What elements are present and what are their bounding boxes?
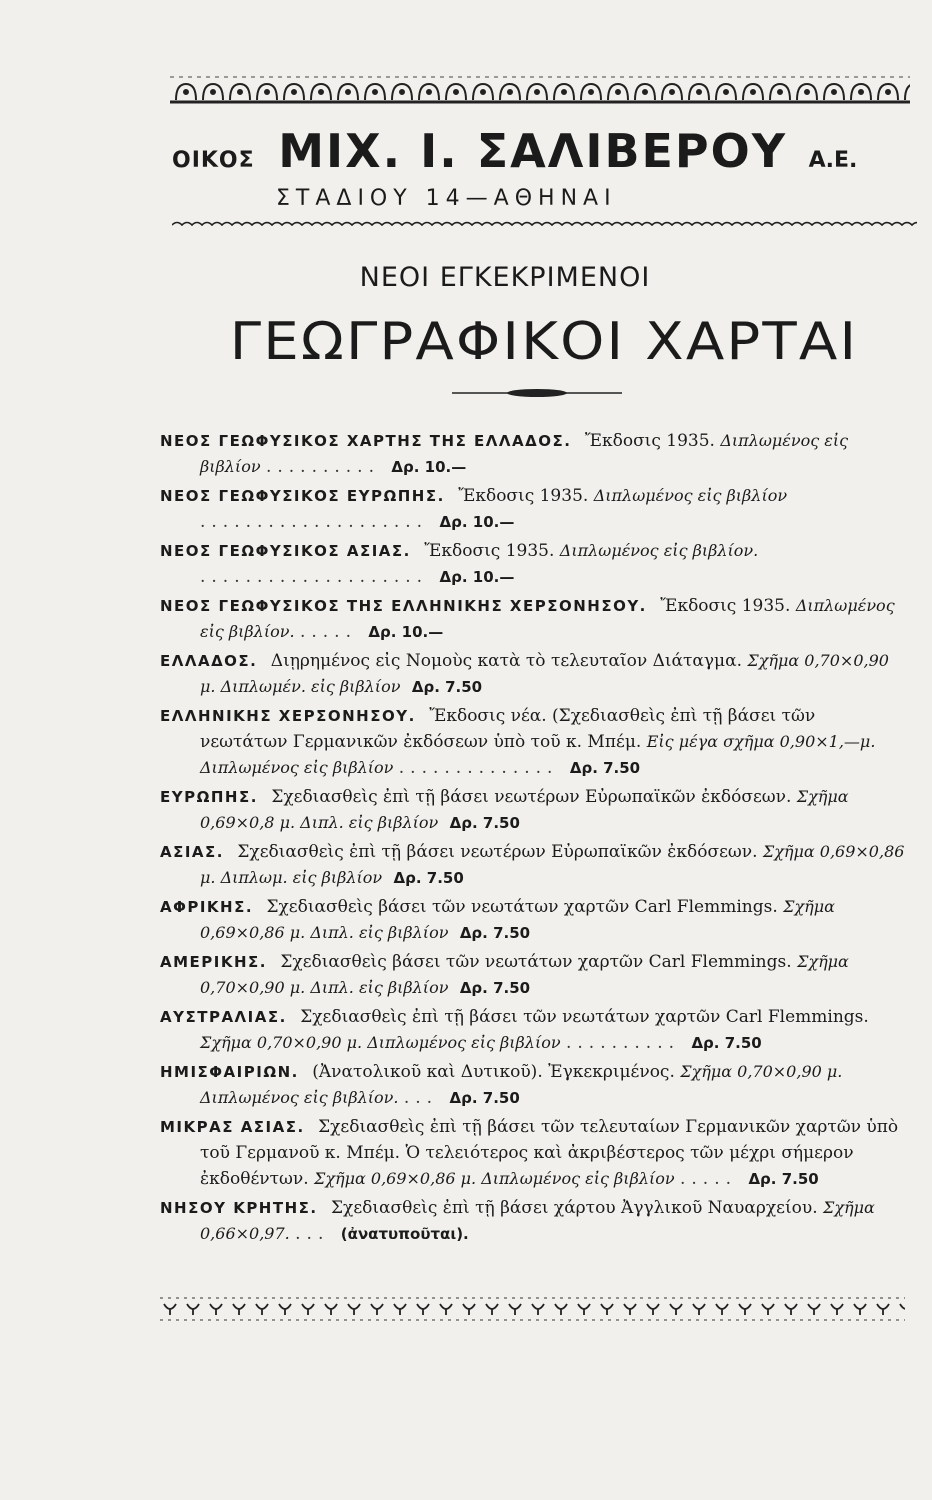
border-motif: [785, 1304, 797, 1315]
entry-description: Ἔκδοσις 1935.: [424, 541, 555, 561]
entry-price: (ἀνατυποῦται).: [340, 1225, 469, 1243]
border-dot: [400, 90, 404, 94]
map-entry: [160, 949, 908, 1001]
border-motif: [348, 1304, 360, 1315]
border-motif: [601, 1304, 613, 1315]
entry-format: Σχῆμα 0,70×0,90 μ. Διπλωμένος εἰς βιβλίον: [200, 1033, 561, 1052]
map-entry: [160, 1004, 908, 1056]
border-motif: [509, 1304, 521, 1315]
border-dot: [751, 90, 755, 94]
border-motif: [900, 1304, 905, 1315]
map-entry: [160, 784, 908, 836]
border-dot: [211, 90, 215, 94]
border-dot: [805, 90, 809, 94]
entry-leader-dots: ..............: [398, 758, 559, 778]
border-dot: [265, 90, 269, 94]
entry-price: Δρ. 7.50: [459, 979, 531, 997]
top-ornamental-border: [170, 72, 910, 106]
entry-description: Σχεδιασθεὶς ἐπὶ τῇ βάσει χάρτου Ἀγγλικοῦ Ναυαρχείου.: [331, 1198, 818, 1218]
border-motif: [670, 1304, 682, 1315]
map-entry: [160, 428, 908, 480]
map-entry: [160, 483, 908, 535]
entry-description: Διῃρημένος εἰς Νομοὺς κατὰ τὸ τελευταῖον Διάταγμα.: [270, 651, 742, 671]
border-motif: [808, 1304, 820, 1315]
border-dot: [643, 90, 647, 94]
entry-price: Δρ. 10.—: [368, 623, 444, 641]
entry-leader-dots: ....................: [200, 512, 429, 532]
map-entry: [160, 1059, 908, 1111]
entry-price: Δρ. 10.—: [439, 513, 515, 531]
entry-heading: ΝΕΟΣ ΓΕΩΦΥΣΙΚΟΣ ΑΣΙΑΣ.: [160, 542, 411, 560]
entry-leader-dots: .....: [680, 1169, 738, 1189]
entry-leader-dots: ..........: [265, 457, 380, 477]
border-motif: [325, 1304, 337, 1315]
border-motif: [463, 1304, 475, 1315]
entry-leader-dots: .....: [299, 622, 357, 642]
border-motif: [854, 1304, 866, 1315]
entry-description: Σχεδιασθεὶς ἐπὶ τῇ βάσει νεωτέρων Εὐρωπαϊκῶν ἐκδόσεων.: [271, 787, 792, 807]
border-motif: [532, 1304, 544, 1315]
border-dot: [886, 90, 890, 94]
border-motif: [716, 1304, 728, 1315]
entry-heading: ΝΕΟΣ ΓΕΩΦΥΣΙΚΟΣ ΤΗΣ ΕΛΛΗΝΙΚΗΣ ΧΕΡΣΟΝΗΣΟΥ.: [160, 597, 647, 615]
border-motif: [693, 1304, 705, 1315]
entry-format: Σχῆμα 0,69×0,8 μ. Διπλ. εἰς βιβλίον: [200, 787, 849, 832]
border-motif: [233, 1304, 245, 1315]
entry-heading: ΕΛΛΗΝΙΚΗΣ ΧΕΡΣΟΝΗΣΟΥ.: [160, 707, 416, 725]
border-motif: [831, 1304, 843, 1315]
border-dot: [670, 90, 674, 94]
border-dot: [832, 90, 836, 94]
entry-heading: ΝΕΟΣ ΓΕΩΦΥΣΙΚΟΣ ΧΑΡΤΗΣ ΤΗΣ ΕΛΛΑΔΟΣ.: [160, 432, 572, 450]
entry-description: Ἔκδοσις 1935.: [458, 486, 589, 506]
company-suffix: Α.Ε.: [808, 148, 858, 173]
entry-heading: ΝΗΣΟΥ ΚΡΗΤΗΣ.: [160, 1199, 318, 1217]
entry-price: Δρ. 7.50: [459, 924, 531, 942]
entry-format: Σχῆμα 0,69×0,86 μ. Διπλ. εἰς βιβλίον: [200, 897, 835, 942]
entry-heading: ΑΜΕΡΙΚΗΣ.: [160, 953, 267, 971]
entry-format: Διπλωμένος εἰς βιβλίον: [593, 486, 788, 505]
border-dot: [238, 90, 242, 94]
border-motif: [417, 1304, 429, 1315]
entry-price: Δρ. 7.50: [569, 759, 641, 777]
entry-format: Σχῆμα 0,66×0,97.: [200, 1198, 875, 1243]
border-dot: [589, 90, 593, 94]
border-dot: [292, 90, 296, 94]
map-list: [160, 428, 908, 1250]
border-motif: [555, 1304, 567, 1315]
house-prefix: ΟΙΚΟΣ: [172, 148, 255, 173]
entry-format: Σχῆμα 0,70×0,90 μ. Διπλωμέν. εἰς βιβλίον: [200, 651, 889, 696]
entry-heading: ΑΣΙΑΣ.: [160, 843, 224, 861]
map-entry: [160, 703, 908, 781]
entry-format: Σχῆμα 0,70×0,90 μ. Διπλ. εἰς βιβλίον: [200, 952, 849, 997]
entry-description: Σχεδιασθεὶς ἐπὶ τῇ βάσει νεωτέρων Εὐρωπαϊκῶν ἐκδόσεων.: [237, 842, 758, 862]
subtitle: ΝΕΟΙ ΕΓΚΕΚΡΙΜΕΝΟΙ: [359, 262, 651, 293]
entry-leader-dots: ...: [295, 1224, 330, 1244]
border-arch: [905, 84, 910, 100]
border-motif: [187, 1304, 199, 1315]
border-motif: [256, 1304, 268, 1315]
border-motif: [164, 1304, 176, 1315]
entry-heading: ΜΙΚΡΑΣ ΑΣΙΑΣ.: [160, 1118, 305, 1136]
border-dot: [508, 90, 512, 94]
map-entry: [160, 1114, 908, 1192]
map-entry: [160, 839, 908, 891]
border-dot: [724, 90, 728, 94]
publisher-name: ΜΙΧ. Ι. ΣΑΛΙΒΕΡΟΥ: [278, 124, 788, 178]
entry-format: Σχῆμα 0,69×0,86 μ. Διπλωμ. εἰς βιβλίον: [200, 842, 905, 887]
entry-price: Δρ. 7.50: [691, 1034, 762, 1052]
entry-leader-dots: ...: [403, 1088, 439, 1108]
border-motif: [440, 1304, 452, 1315]
border-motif: [302, 1304, 314, 1315]
border-dot: [616, 90, 620, 94]
border-dot: [535, 90, 539, 94]
border-motif: [279, 1304, 291, 1315]
border-dot: [319, 90, 323, 94]
entry-heading: ΕΛΛΑΔΟΣ.: [160, 652, 258, 670]
bottom-ornamental-border: [160, 1296, 905, 1322]
border-dot: [481, 90, 485, 94]
border-motif: [762, 1304, 774, 1315]
entry-price: Δρ. 10.—: [391, 458, 467, 476]
entry-leader-dots: ....................: [200, 567, 429, 587]
border-dot: [778, 90, 782, 94]
border-dot: [427, 90, 431, 94]
entry-heading: ΑΥΣΤΡΑΛΙΑΣ.: [160, 1008, 287, 1026]
border-motif: [739, 1304, 751, 1315]
border-dot: [562, 90, 566, 94]
entry-leader-dots: ..........: [565, 1033, 681, 1053]
entry-description: Σχεδιασθεὶς βάσει τῶν νεωτάτων χαρτῶν Carl Flemmings.: [266, 897, 778, 917]
entry-description: (Ἀνατολικοῦ καὶ Δυτικοῦ). Ἐγκεκριμένος.: [312, 1062, 675, 1082]
border-motif: [371, 1304, 383, 1315]
border-dot: [859, 90, 863, 94]
border-dot: [184, 90, 188, 94]
publisher-line: [172, 124, 912, 178]
map-entry: [160, 894, 908, 946]
border-motif: [210, 1304, 222, 1315]
title-ornament-rule: [452, 387, 622, 399]
entry-description: Ἔκδοσις νέα. (Σχεδιασθεὶς ἐπὶ τῇ βάσει τῶν νεωτάτων Γερμανικῶν ἐκδόσεων ὑπὸ τοῦ κ. Μπέμ.: [200, 706, 816, 752]
page-title: ΓΕΩΓΡΑΦΙΚΟΙ ΧΑΡΤΑΙ: [229, 312, 859, 372]
map-entry: [160, 593, 908, 645]
border-dot: [346, 90, 350, 94]
entry-format: Διπλωμένος εἰς βιβλίον.: [559, 541, 759, 560]
border-motif: [877, 1304, 889, 1315]
entry-description: Σχεδιασθεὶς ἐπὶ τῇ βάσει τῶν τελευταίων Γερμανικῶν χαρτῶν ὑπὸ τοῦ Γερμανοῦ κ. Μπέμ. Ὁ τελειότερος καὶ ἀκριβέστερος τῶν μέχρι σήμερον ἐκδοθέντων.: [200, 1117, 899, 1189]
border-motif: [394, 1304, 406, 1315]
entry-description: Σχεδιασθεὶς βάσει τῶν νεωτάτων χαρτῶν Carl Flemmings.: [280, 952, 792, 972]
entry-price: Δρ. 7.50: [393, 869, 464, 887]
entry-heading: ΕΥΡΩΠΗΣ.: [160, 788, 258, 806]
entry-format: Σχῆμα 0,70×0,90 μ. Διπλωμένος εἰς βιβλίον.: [200, 1062, 843, 1107]
border-motif: [578, 1304, 590, 1315]
border-dot: [697, 90, 701, 94]
wavy-divider: [172, 218, 917, 232]
entry-description: Ἔκδοσις 1935.: [584, 431, 715, 451]
entry-price: Δρ. 7.50: [449, 814, 520, 832]
border-dot: [373, 90, 377, 94]
entry-heading: ΝΕΟΣ ΓΕΩΦΥΣΙΚΟΣ ΕΥΡΩΠΗΣ.: [160, 487, 445, 505]
map-entry: [160, 538, 908, 590]
entry-price: Δρ. 7.50: [748, 1170, 819, 1188]
entry-price: Δρ. 10.—: [439, 568, 515, 586]
entry-format: Διπλωμένος εἰς βιβλίον: [200, 431, 849, 476]
entry-format: Εἰς μέγα σχῆμα 0,90×1,—μ. Διπλωμένος εἰς βιβλίον: [200, 732, 876, 777]
entry-heading: ΗΜΙΣΦΑΙΡΙΩΝ.: [160, 1063, 299, 1081]
border-dot: [454, 90, 458, 94]
entry-price: Δρ. 7.50: [411, 678, 483, 696]
entry-description: Ἔκδοσις 1935.: [660, 596, 791, 616]
map-entry: [160, 648, 908, 700]
map-entry: [160, 1195, 908, 1247]
entry-heading: ΑΦΡΙΚΗΣ.: [160, 898, 254, 916]
entry-description: Σχεδιασθεὶς ἐπὶ τῇ βάσει τῶν νεωτάτων χαρτῶν Carl Flemmings.: [300, 1007, 869, 1027]
entry-format: Διπλωμένος εἰς βιβλίον.: [200, 596, 895, 641]
publisher-address: ΣΤΑΔΙΟΥ 14—ΑΘΗΝΑΙ: [276, 186, 617, 211]
border-motif: [486, 1304, 498, 1315]
border-motif: [647, 1304, 659, 1315]
border-motif: [624, 1304, 636, 1315]
entry-format: Σχῆμα 0,69×0,86 μ. Διπλωμένος εἰς βιβλίον: [314, 1169, 675, 1188]
entry-price: Δρ. 7.50: [449, 1089, 520, 1107]
